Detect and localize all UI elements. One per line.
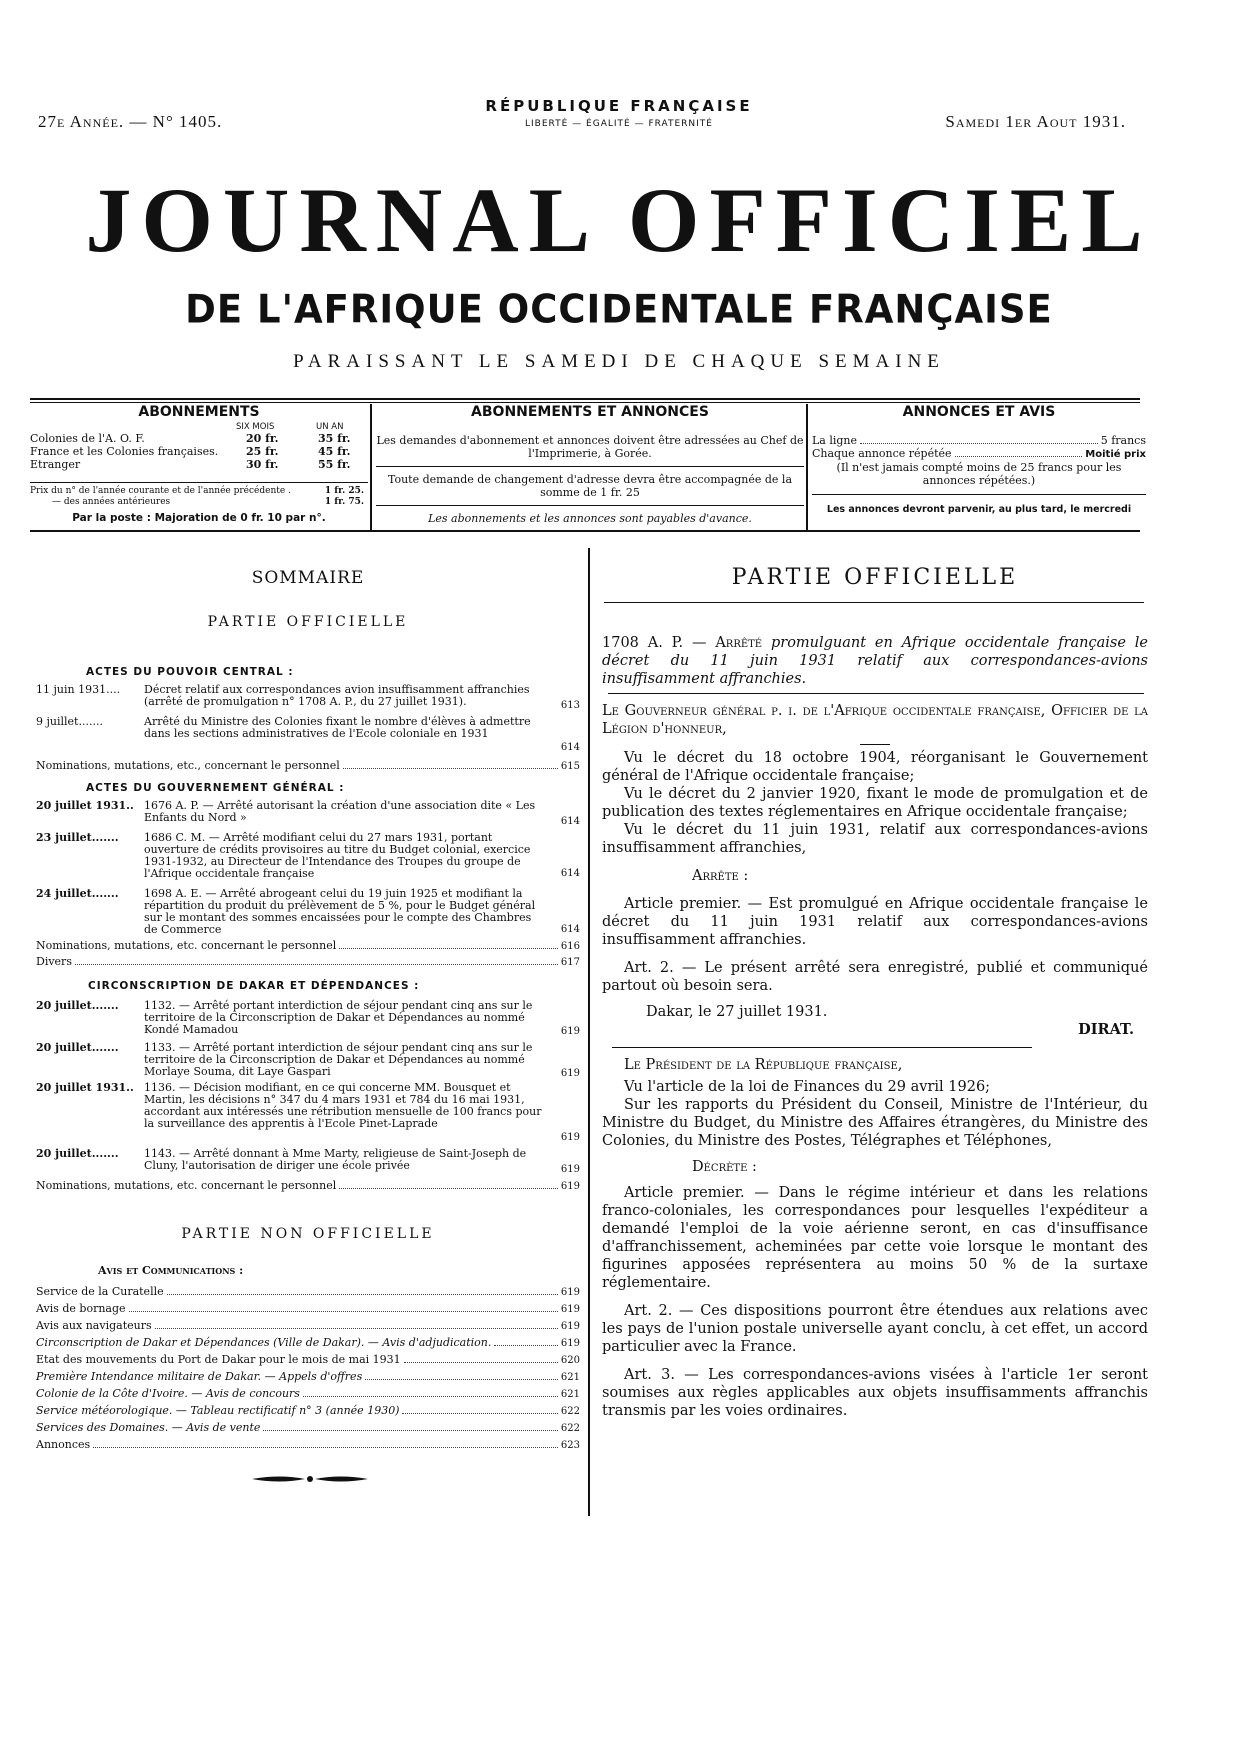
heading-rule <box>608 693 1144 694</box>
avis-item: Services des Domaines. — Avis de vente 622 <box>36 1421 580 1434</box>
toc-nominations: Nominations, mutations, etc. concernant le personnel 616 <box>36 939 580 952</box>
decrete-label: Décrète : <box>692 1159 757 1175</box>
toc-item: 24 juillet....... 1698 A. E. — Arrêté abrogeant celui du 19 juin 1925 et modifiant la répartition du produit du prélèvement de 5 %, pour le Budget général sur le montant des sommes encaissées pour le compte des Chambres de Commerce 614 <box>36 887 580 936</box>
prix-courant: Prix du n° de l'année courante et de l'année précédente . 1 fr. 25. <box>30 486 364 496</box>
abo-annonces-p3: Les abonnements et les annonces sont payables d'avance. <box>428 512 752 525</box>
annonce-repetee: Chaque annonce répétée Moitié prix <box>812 447 1146 460</box>
issue-date: Samedi 1er Aout 1931. <box>945 112 1126 131</box>
top-rule-thin <box>30 402 1140 403</box>
avis-item: Circonscription de Dakar et Dépendances (Ville de Dakar). — Avis d'adjudication. 619 <box>36 1336 580 1349</box>
toc-nominations: Nominations, mutations, etc. concernant le personnel 619 <box>36 1179 580 1192</box>
annonce-ligne: La ligne 5 francs <box>812 434 1146 447</box>
abo-row: Colonies de l'A. O. F. 20 fr. 35 fr. <box>30 432 351 445</box>
title-rule <box>604 602 1144 603</box>
issue-number: 27e Année. — N° 1405. <box>38 112 223 131</box>
sommaire-title: SOMMAIRE <box>251 568 365 588</box>
box-divider <box>806 404 808 530</box>
arrete-date: Dakar, le 27 juillet 1931. <box>646 1004 828 1020</box>
vu-loi: Vu l'article de la loi de Finances du 29 avril 1926; <box>624 1079 991 1095</box>
avis-item: Colonie de la Côte d'Ivoire. — Avis de concours 621 <box>36 1387 580 1400</box>
sec-gouvernement-general: ACTES DU GOUVERNEMENT GÉNÉRAL : <box>86 782 345 794</box>
annonce-footer: Les annonces devront parvenir, au plus tard, le mercredi <box>826 504 1132 515</box>
annonces-avis-title: ANNONCES ET AVIS <box>902 404 1056 420</box>
prix-anterieur: — des années antérieures 1 fr. 75. <box>52 497 364 507</box>
toc-item: 20 juillet 1931.. 1676 A. P. — Arrêté autorisant la création d'une association dite « Les Enfants du Nord » 614 <box>36 799 580 827</box>
article-1: Article premier. — Est promulgué en Afrique occidentale française le décret du 11 juin 1931 relatif aux correspondances-avions insuffisamment affranchies. <box>602 896 1148 948</box>
top-rule <box>30 398 1140 400</box>
vu-3: Vu le décret du 11 juin 1931, relatif aux correspondances-avions insuffisamment affranchies, <box>602 822 1148 856</box>
abo-annonces-p2: Toute demande de changement d'adresse devra être accompagnée de la somme de 1 fr. 25 <box>387 473 793 499</box>
abo-row: France et les Colonies françaises. 25 fr. 45 fr. <box>30 445 351 458</box>
journal-subtitle: DE L'AFRIQUE OCCIDENTALE FRANÇAISE <box>185 286 1053 333</box>
toc-item: 9 juillet....... Arrêté du Ministre des Colonies fixant le nombre d'élèves à admettre dans les sections administratives de l'Ecole coloniale en 1931 614 <box>36 715 580 753</box>
annonces-avis-box <box>812 404 1146 528</box>
decret-article-3: Art. 3. — Les correspondances-avions visées à l'article 1er seront soumises aux règles applicables aux objets insuffisamments affranchis transmis par les voies ordinaires. <box>602 1367 1148 1419</box>
avis-item: Etat des mouvements du Port de Dakar pour le mois de mai 1931 620 <box>36 1353 580 1366</box>
annonce-note: (Il n'est jamais compté moins de 25 francs pour les annonces répétées.) <box>836 461 1122 487</box>
arrete-body <box>602 702 1148 1420</box>
decret-article-2: Art. 2. — Ces dispositions pourront être étendues aux relations avec les pays de l'union postale universelle ayant conclu, à cet effet, un accord particulier avec la France. <box>602 1303 1148 1355</box>
avis-item: Annonces 623 <box>36 1438 580 1451</box>
arrete-label: Arrête : <box>692 868 749 884</box>
avis-item: Première Intendance militaire de Dakar. — Appels d'offres 621 <box>36 1370 580 1383</box>
sur-rapports: Sur les rapports du Président du Conseil, Ministre de l'Intérieur, du Ministre du Budget, du Ministre des Affaires étrangères, du Ministre des Colonies, du Ministre des Postes, Télégraphes et Téléphones, <box>602 1097 1148 1149</box>
avis-title: Avis et Communications : <box>98 1264 244 1277</box>
journal-tagline: PARAISSANT LE SAMEDI DE CHAQUE SEMAINE <box>293 351 945 372</box>
avis-item: Service de la Curatelle 619 <box>36 1285 580 1298</box>
republic-title: RÉPUBLIQUE FRANÇAISE <box>485 97 753 115</box>
abonnements-title: ABONNEMENTS <box>138 404 260 420</box>
sommaire-partie-officielle: PARTIE OFFICIELLE <box>207 614 409 630</box>
arrete-heading: 1708 A. P. — Arrêté promulguant en Afrique occidentale française le décret du 11 juin 1931 relatif aux correspondances-avions insuffisamment affranchies. <box>602 635 1149 687</box>
vu-1: Vu le décret du 18 octobre 1904, réorganisant le Gouvernement général de l'Afrique occidentale française; <box>602 750 1148 784</box>
abonnements-box <box>30 404 368 528</box>
toc-item: 20 juillet....... 1143. — Arrêté donnant à Mme Marty, religieuse de Saint-Joseph de Cluny, l'autorisation de diriger une école privée 619 <box>36 1147 580 1175</box>
avis-item: Avis aux navigateurs 619 <box>36 1319 580 1332</box>
abo-annonces-box <box>376 404 804 528</box>
article-2: Art. 2. — Le présent arrêté sera enregistré, publié et communiqué partout où besoin sera. <box>602 960 1148 994</box>
toc-divers: Divers 617 <box>36 955 580 968</box>
toc-item: 20 juillet....... 1133. — Arrêté portant interdiction de séjour pendant cinq ans sur le territoire de la Circonscription de Dakar et Dépendances au nommé Morlaye Souma, dit Laye Gaspari 619 <box>36 1041 580 1079</box>
avis-list <box>36 1284 580 1454</box>
avis-item: Avis de bornage 619 <box>36 1302 580 1315</box>
signature: DIRAT. <box>1078 1021 1134 1038</box>
box-divider <box>370 404 372 530</box>
toc-item: 23 juillet....... 1686 C. M. — Arrêté modifiant celui du 27 mars 1931, portant ouverture de crédits provisoires au titre du Budget colonial, exercice 1931-1932, au Directeur de l'Intendance des Troupes du groupe de l'Afrique occidentale française 614 <box>36 831 580 880</box>
sec-pouvoir-central: ACTES DU POUVOIR CENTRAL : <box>86 666 294 678</box>
column-divider <box>588 548 590 1516</box>
toc-item: 20 juillet 1931.. 1136. — Décision modifiant, en ce qui concerne MM. Bousquet et Martin, les décisions n° 347 du 4 mars 1931 et 784 du 16 mai 1931, accordant aux intéressés une rétribution mensuelle de 100 francs pour la surveillance des apprentis à l'Ecole Pinet-Laprade 619 <box>36 1081 580 1143</box>
sec-dakar: CIRCONSCRIPTION DE DAKAR ET DÉPENDANCES : <box>88 980 420 992</box>
sommaire-partie-non-officielle: PARTIE NON OFFICIELLE <box>181 1226 435 1242</box>
toc-item: 20 juillet....... 1132. — Arrêté portant interdiction de séjour pendant cinq ans sur le territoire de la Circonscription de Dakar et Dépendances au nommé Kondé Mamadou 619 <box>36 999 580 1037</box>
abo-annonces-title: ABONNEMENTS ET ANNONCES <box>471 404 709 420</box>
president-line: Le Président de la République française, <box>624 1057 903 1073</box>
col-un-an: UN AN <box>316 422 344 432</box>
gouverneur-line: Le Gouverneur général p. i. de l'Afrique occidentale française, Officier de la Légion d'honneur, <box>602 703 1148 737</box>
boxes-bottom-rule <box>30 530 1140 532</box>
republic-motto: LIBERTÉ — ÉGALITÉ — FRATERNITÉ <box>525 119 713 129</box>
journal-title: JOURNAL OFFICIEL <box>85 169 1153 271</box>
partie-officielle-title: PARTIE OFFICIELLE <box>731 565 1019 590</box>
abo-annonces-p1: Les demandes d'abonnement et annonces doivent être adressées au Chef de l'Imprimerie, à Gorée. <box>376 434 804 460</box>
avis-item: Service météorologique. — Tableau rectificatif n° 3 (année 1930) 622 <box>36 1404 580 1417</box>
vu-2: Vu le décret du 2 janvier 1920, fixant le mode de promulgation et de publication des textes réglementaires en Afrique occidentale française; <box>602 786 1148 820</box>
col-six-mois: SIX MOIS <box>236 422 275 432</box>
decret-article-1: Article premier. — Dans le régime intérieur et dans les relations franco-coloniales, les correspondances pour lesquelles l'expéditeur a demandé l'emploi de la voie aérienne seront, en cas d'insuffisance d'affranchissement, acheminées par cette voie lorsque le montant des figurines apposées représentera au moins 50 % de la surtaxe réglementaire. <box>602 1185 1148 1291</box>
ornament-fleuron <box>250 1472 370 1486</box>
abo-poste: Par la poste : Majoration de 0 fr. 10 par n°. <box>72 512 326 524</box>
toc-item: 11 juin 1931.... Décret relatif aux correspondances avion insuffisamment affranchies (arrêté de promulgation n° 1708 A. P., du 27 juillet 1931). 613 <box>36 683 580 711</box>
toc-nominations: Nominations, mutations, etc., concernant le personnel 615 <box>36 759 580 772</box>
abo-row: Etranger 30 fr. 55 fr. <box>30 458 351 471</box>
